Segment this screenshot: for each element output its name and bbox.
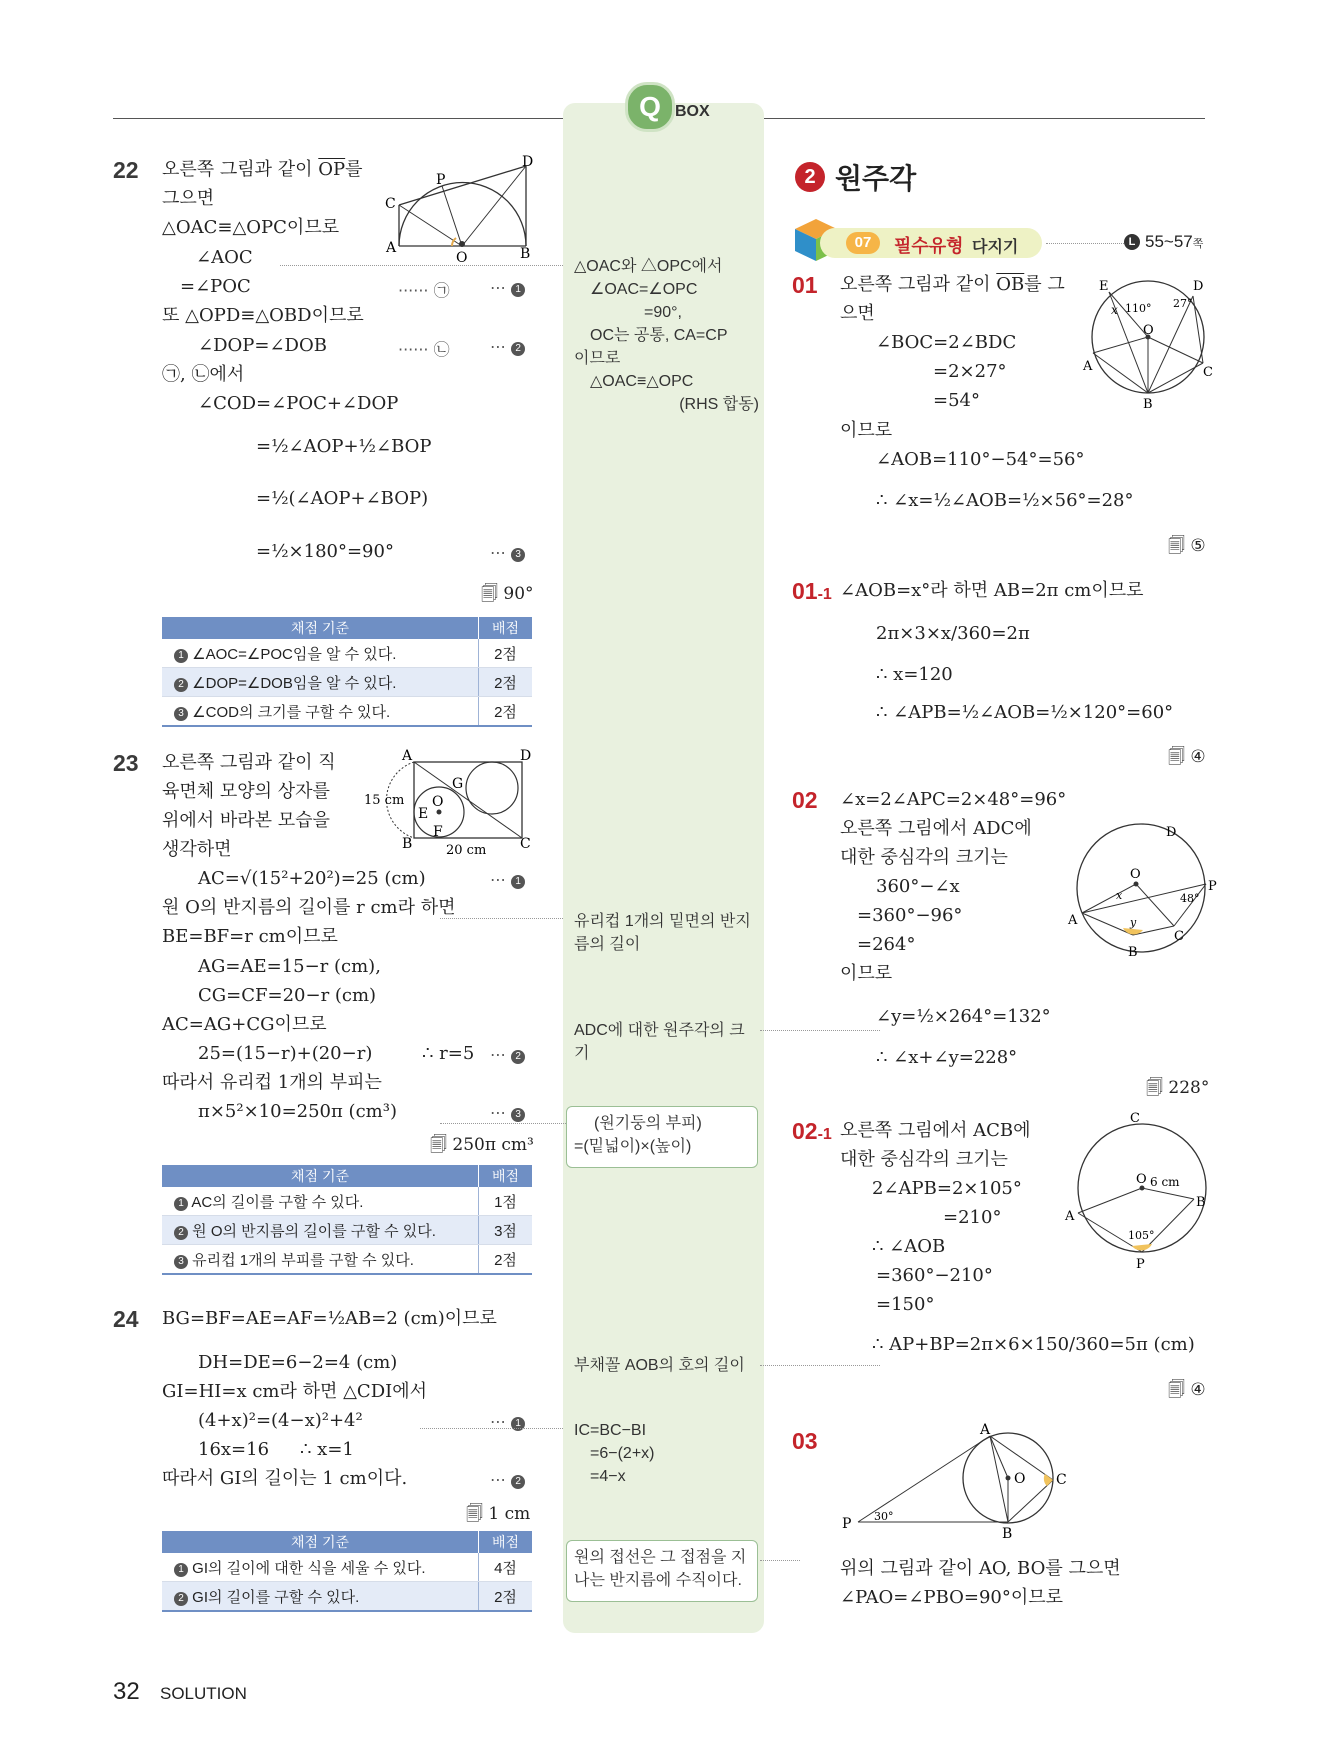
problem-01-number: 01 bbox=[792, 272, 818, 298]
fig-label: C bbox=[1203, 365, 1213, 380]
r02-line: 360°−∠x bbox=[876, 876, 960, 897]
memo-leader bbox=[280, 265, 563, 266]
footer-label: SOLUTION bbox=[160, 1684, 247, 1703]
fig-label: A bbox=[1083, 359, 1093, 374]
memo-7: 원의 접선은 그 접점을 지 나는 반지름에 수직이다. bbox=[574, 1549, 747, 1589]
type-number: 07 bbox=[846, 232, 880, 254]
p23-answer: 🗐 250π cm³ bbox=[430, 1135, 534, 1155]
r01-1-line: ∴ ∠APB=½∠AOB=½×120°=60° bbox=[876, 702, 1174, 723]
fig-label: C bbox=[1174, 929, 1184, 944]
figure-01 bbox=[1085, 270, 1215, 410]
fig-label: O bbox=[1143, 323, 1154, 338]
r02-1-line: ∴ AP+BP=2π×6×150/360=5π (cm) bbox=[872, 1334, 1195, 1355]
r03-line: ∠PAO=∠PBO=90°이므로 bbox=[840, 1587, 1064, 1608]
p23-line: 위에서 바라본 모습을 bbox=[162, 810, 330, 831]
fig-label: P bbox=[436, 172, 446, 188]
r02-line: 이므로 bbox=[840, 963, 893, 984]
r02-line: ∠y=½×264°=132° bbox=[876, 1006, 1051, 1027]
p24-line: 16x=16 bbox=[198, 1439, 270, 1460]
step-marker: ⋯ 1 bbox=[490, 870, 525, 889]
page-number: 32 bbox=[113, 1678, 140, 1705]
memo-leader bbox=[760, 1560, 800, 1561]
fig-label: B bbox=[1143, 397, 1153, 412]
p22-mark: ······ ㉡ bbox=[398, 340, 450, 359]
r01-1-line: ∠AOB=x°라 하면 AB=2π cm이므로 bbox=[840, 580, 1144, 601]
grade-table-22: 채점 기준 배점 1 ∠AOC=∠POC임을 알 수 있다. 2점 2 ∠DOP=∠DOB임을 알 수 있다. 2점 3 ∠COD의 크기를 구할 수 있다. 2점 bbox=[162, 617, 532, 727]
p24-line: GI=HI=x cm라 하면 △CDI에서 bbox=[162, 1381, 428, 1402]
r01-line: 이므로 bbox=[840, 420, 893, 441]
p22-line: 그으면 bbox=[162, 188, 215, 209]
p22-line: =½∠AOP+½∠BOP bbox=[256, 436, 432, 457]
fig-label: y bbox=[1130, 916, 1137, 929]
p24-line: (4+x)²=(4−x)²+4² bbox=[198, 1410, 363, 1431]
fig-label: D bbox=[520, 748, 532, 764]
p23-line: 육면체 모양의 상자를 bbox=[162, 781, 330, 802]
p23-line: 생각하면 bbox=[162, 839, 232, 860]
memo-leader bbox=[420, 1428, 563, 1429]
p22-line: ㉠, ㉡에서 bbox=[162, 364, 245, 385]
r01-line: =54° bbox=[933, 390, 980, 411]
p23-line: AG=AE=15−r (cm), bbox=[198, 956, 381, 977]
step-marker: ⋯ 1 bbox=[490, 1412, 525, 1431]
step-marker: ⋯ 3 bbox=[490, 543, 525, 562]
grade-row: 3 ∠COD의 크기를 구할 수 있다. 2점 bbox=[162, 697, 532, 727]
problem-03-number: 03 bbox=[792, 1428, 818, 1454]
step-marker: ⋯ 2 bbox=[490, 1045, 525, 1064]
p22-line: ∠DOP=∠DOB bbox=[198, 335, 327, 356]
p23-line: 따라서 유리컵 1개의 부피는 bbox=[162, 1072, 382, 1093]
p22-line: =∠POC bbox=[180, 276, 251, 297]
figure-02 bbox=[1068, 818, 1218, 968]
fig-label: A bbox=[980, 1422, 991, 1438]
step-marker: ⋯ 3 bbox=[490, 1103, 525, 1122]
r02-1-answer: 🗐 ④ bbox=[1168, 1380, 1206, 1400]
p23-line: AC=√(15²+20²)=25 (cm) bbox=[198, 868, 426, 889]
fig-label: 20 cm bbox=[446, 843, 487, 858]
type-label: 필수유형 bbox=[894, 236, 964, 256]
r02-1-line: =150° bbox=[876, 1294, 935, 1315]
fig-label: 48° bbox=[1180, 892, 1200, 905]
step-marker: ⋯ 2 bbox=[490, 337, 525, 356]
step-marker: ⋯ 1 bbox=[490, 278, 525, 297]
p22-line: =½×180°=90° bbox=[256, 541, 394, 562]
fig-label: 27° bbox=[1173, 297, 1193, 310]
fig-label: O bbox=[1136, 1172, 1147, 1187]
fig-label: A bbox=[402, 748, 413, 764]
p23-line: BE=BF=r cm이므로 bbox=[162, 926, 338, 947]
grade-row: 3 유리컵 1개의 부피를 구할 수 있다. 2점 bbox=[162, 1245, 532, 1275]
qbox-icon: Q bbox=[625, 82, 675, 132]
problem-01-1-number: 01-1 bbox=[792, 578, 832, 604]
r01-line: 오른쪽 그림과 같이 $\overline{OB}$를 그 bbox=[840, 274, 1065, 295]
fig-label: O bbox=[456, 250, 468, 266]
problem-23-number: 23 bbox=[113, 750, 139, 776]
memo-2: 유리컵 1개의 밑면의 반지 름의 길이 bbox=[574, 913, 751, 953]
memo-leader bbox=[760, 1365, 880, 1366]
r02-1-line: =360°−210° bbox=[876, 1265, 993, 1286]
fig-label: D bbox=[1193, 279, 1204, 294]
type-leader bbox=[1046, 243, 1124, 244]
fig-label: C bbox=[520, 836, 531, 852]
fig-label: 15 cm bbox=[364, 793, 405, 808]
figure-22 bbox=[380, 154, 540, 266]
r03-line: 위의 그림과 같이 AO, BO를 그으면 bbox=[840, 1558, 1121, 1579]
fig-label: P bbox=[1136, 1257, 1145, 1272]
r01-1-answer: 🗐 ④ bbox=[1168, 747, 1206, 767]
figure-02-1 bbox=[1066, 1112, 1216, 1272]
fig-label: O bbox=[432, 794, 444, 810]
qbox-label: BOX bbox=[675, 103, 710, 120]
memo-4: (원기둥의 부피) =(밑넓이)×(높이) bbox=[574, 1115, 702, 1155]
p23-line: 25=(15−r)+(20−r) bbox=[198, 1043, 373, 1064]
p23-line: 원 O의 반지름의 길이를 r cm라 하면 bbox=[162, 897, 456, 918]
r02-line: 대한 중심각의 크기는 bbox=[840, 847, 1008, 868]
memo-leader bbox=[760, 1030, 880, 1031]
grade-table-24: 채점 기준 배점 1 GI의 길이에 대한 식을 세울 수 있다. 4점 2 GI의 길이를 구할 수 있다. 2점 bbox=[162, 1531, 532, 1612]
r01-line: ∠BOC=2∠BDC bbox=[876, 332, 1017, 353]
section-title: 원주각 bbox=[835, 163, 917, 194]
fig-label: x bbox=[1111, 303, 1118, 317]
grade-table-23: 채점 기준 배점 1 AC의 길이를 구할 수 있다. 1점 2 원 O의 반지름의 길이를 구할 수 있다. 3점 3 유리컵 1개의 부피를 구할 수 있다. 2점 bbox=[162, 1165, 532, 1275]
p22-line: ∠COD=∠POC+∠DOP bbox=[198, 393, 399, 414]
fig-label: A bbox=[1065, 1209, 1075, 1224]
fig-label: C bbox=[1056, 1472, 1067, 1488]
r01-line: =2×27° bbox=[933, 361, 1007, 382]
grade-row: 1 GI의 길이에 대한 식을 세울 수 있다. 4점 bbox=[162, 1553, 532, 1582]
p24-answer: 🗐 1 cm bbox=[466, 1504, 531, 1524]
r02-line: 오른쪽 그림에서 ADC에 bbox=[840, 818, 1032, 839]
fig-label: E bbox=[1099, 279, 1109, 294]
problem-24-number: 24 bbox=[113, 1306, 139, 1332]
fig-label: B bbox=[1128, 945, 1138, 960]
memo-3: ADC에 대한 원주각의 크 기 bbox=[574, 1022, 745, 1062]
fig-label: 105° bbox=[1128, 1229, 1155, 1242]
fig-label: A bbox=[386, 240, 397, 256]
grade-row: 1 AC의 길이를 구할 수 있다. 1점 bbox=[162, 1187, 532, 1216]
problem-02-number: 02 bbox=[792, 787, 818, 813]
fig-label: 6 cm bbox=[1150, 1175, 1180, 1189]
r01-1-line: ∴ x=120 bbox=[876, 664, 953, 685]
figure-03 bbox=[838, 1418, 1078, 1542]
r02-1-line: =210° bbox=[943, 1207, 1002, 1228]
r02-1-line: ∴ ∠AOB bbox=[872, 1236, 946, 1257]
p22-line: ∠AOC bbox=[196, 247, 253, 268]
p23-line: AC=AG+CG이므로 bbox=[162, 1014, 327, 1035]
fig-label: 110° bbox=[1125, 302, 1152, 315]
fig-label: D bbox=[522, 154, 534, 170]
problem-02-1-number: 02-1 bbox=[792, 1118, 832, 1144]
p23-line: ∴ r=5 bbox=[422, 1043, 475, 1064]
step-marker: ⋯ 2 bbox=[490, 1470, 525, 1489]
p24-line: 따라서 GI의 길이는 1 cm이다. bbox=[162, 1468, 408, 1489]
fig-label: B bbox=[402, 836, 413, 852]
fig-label: E bbox=[418, 806, 429, 822]
fig-label: 30° bbox=[874, 1510, 894, 1523]
p23-line: CG=CF=20−r (cm) bbox=[198, 985, 377, 1006]
r02-1-line: 오른쪽 그림에서 ACB에 bbox=[840, 1120, 1031, 1141]
memo-leader bbox=[440, 1123, 566, 1124]
memo-1: △OAC와 △OPC에서 ∠OAC=∠OPC =90°, OC는 공통, CA=CP 이므로 △OAC≡△OPC (RHS 합동) bbox=[574, 258, 759, 413]
fig-label: B bbox=[1196, 1195, 1206, 1210]
p24-line: ∴ x=1 bbox=[300, 1439, 354, 1460]
r02-1-line: 2∠APB=2×105° bbox=[872, 1178, 1022, 1199]
fig-label: B bbox=[520, 246, 531, 262]
p24-line: BG=BF=AE=AF=½AB=2 (cm)이므로 bbox=[162, 1308, 497, 1329]
r02-line: ∠x=2∠APC=2×48°=96° bbox=[840, 789, 1067, 810]
r01-answer: 🗐 ⑤ bbox=[1168, 536, 1206, 556]
r01-1-line: 2π×3×x/360=2π bbox=[876, 623, 1030, 644]
fig-label: A bbox=[1068, 913, 1078, 928]
fig-label: G bbox=[452, 776, 464, 792]
fig-label: C bbox=[385, 196, 396, 212]
p23-line: 오른쪽 그림과 같이 직 bbox=[162, 752, 336, 773]
memo-5: 부채꼴 AOB의 호의 길이 bbox=[574, 1357, 745, 1374]
grade-row: 1 ∠AOC=∠POC임을 알 수 있다. 2점 bbox=[162, 639, 532, 668]
grade-row: 2 원 O의 반지름의 길이를 구할 수 있다. 3점 bbox=[162, 1216, 532, 1245]
fig-label: C bbox=[1130, 1111, 1140, 1126]
figure-23 bbox=[366, 748, 536, 858]
r01-line: 으면 bbox=[840, 303, 875, 324]
r02-line: ∴ ∠x+∠y=228° bbox=[876, 1047, 1018, 1068]
r02-1-line: 대한 중심각의 크기는 bbox=[840, 1149, 1008, 1170]
p22-answer: 🗐 90° bbox=[481, 584, 534, 604]
fig-label: P bbox=[842, 1516, 852, 1532]
memo-6: IC=BC−BI =6−(2+x) =4−x bbox=[574, 1422, 655, 1485]
fig-label: F bbox=[433, 824, 443, 840]
p22-mark: ······ ㉠ bbox=[398, 281, 450, 300]
p22-line: 오른쪽 그림과 같이 $\overline{OP}$를 bbox=[162, 159, 363, 180]
r02-line: =360°−96° bbox=[857, 905, 963, 926]
fig-label: B bbox=[1002, 1526, 1013, 1542]
grade-row: 2 ∠DOP=∠DOB임을 알 수 있다. 2점 bbox=[162, 668, 532, 697]
p22-line: =½(∠AOP+∠BOP) bbox=[256, 488, 429, 509]
section-number-icon: 2 bbox=[795, 162, 825, 192]
p22-line: △OAC≡△OPC이므로 bbox=[162, 217, 340, 238]
r01-line: ∠AOB=110°−54°=56° bbox=[876, 449, 1085, 470]
fig-label: P bbox=[1208, 879, 1217, 894]
p24-line: DH=DE=6−2=4 (cm) bbox=[198, 1352, 398, 1373]
r02-line: =264° bbox=[857, 934, 916, 955]
p22-line: 또 △OPD≡△OBD이므로 bbox=[162, 305, 364, 326]
grade-row: 2 GI의 길이를 구할 수 있다. 2점 bbox=[162, 1582, 532, 1612]
type-label-2: 다지기 bbox=[972, 239, 1019, 256]
page-range: 55~57쪽 bbox=[1145, 232, 1204, 251]
p23-line: π×5²×10=250π (cm³) bbox=[198, 1101, 397, 1122]
fig-label: x bbox=[1116, 889, 1123, 902]
problem-22-number: 22 bbox=[113, 157, 139, 183]
memo-leader bbox=[440, 918, 563, 919]
fig-label: O bbox=[1014, 1471, 1026, 1487]
r01-line: ∴ ∠x=½∠AOB=½×56°=28° bbox=[876, 490, 1134, 511]
pages-icon: L bbox=[1124, 234, 1140, 250]
fig-label: D bbox=[1166, 825, 1177, 840]
r02-answer: 🗐 228° bbox=[1146, 1078, 1210, 1098]
fig-label: O bbox=[1130, 867, 1141, 882]
